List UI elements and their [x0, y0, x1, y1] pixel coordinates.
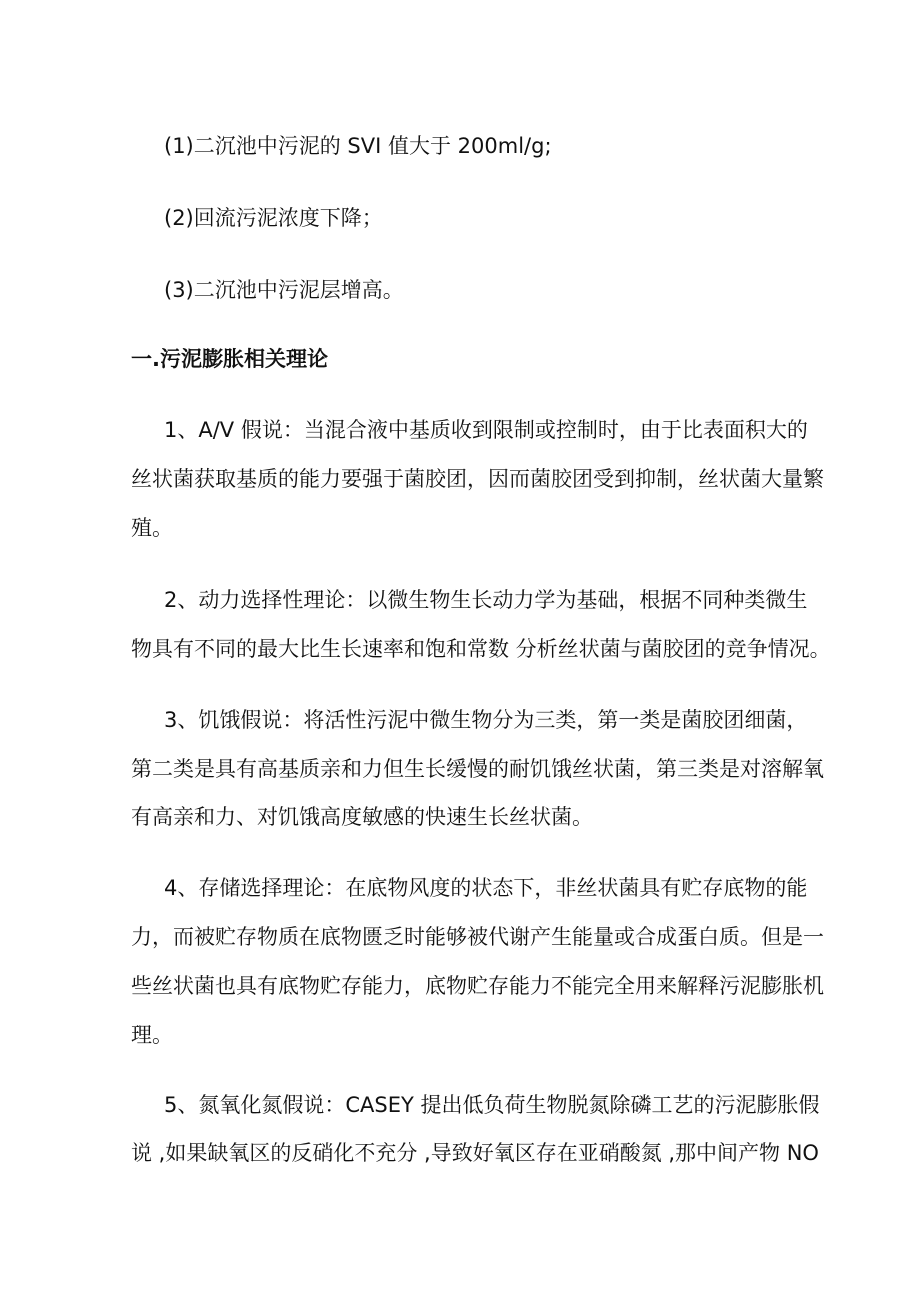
paragraph-line: 力，而被贮存物质在底物匮乏时能够被代谢产生能量或合成蛋白质。但是一	[131, 925, 824, 949]
list-item: (2)回流污泥浓度下降；	[164, 206, 383, 230]
paragraph-line: 4、存储选择理论：在底物风度的状态下，非丝状菌具有贮存底物的能	[164, 876, 808, 900]
paragraph-line: 理。	[131, 1023, 173, 1047]
paragraph-line: 殖。	[131, 516, 173, 540]
paragraph-line: 第二类是具有高基质亲和力但生长缓慢的耐饥饿丝状菌，第三类是对溶解氧	[131, 757, 824, 781]
paragraph-line: 3、饥饿假说：将活性污泥中微生物分为三类，第一类是菌胶团细菌，	[164, 708, 808, 732]
paragraph-line: 1、A/V 假说：当混合液中基质收到限制或控制时，由于比表面积大的	[164, 418, 808, 442]
paragraph-line: 说 ,如果缺氧区的反硝化不充分 ,导致好氧区存在亚硝酸氮 ,那中间产物 NO	[131, 1141, 819, 1165]
paragraph-line: 丝状菌获取基质的能力要强于菌胶团，因而菌胶团受到抑制，丝状菌大量繁	[131, 467, 824, 491]
paragraph-line: 些丝状菌也具有底物贮存能力，底物贮存能力不能完全用来解释污泥膨胀机	[131, 974, 824, 998]
list-item: (3)二沉池中污泥层增高。	[164, 278, 404, 302]
section-heading: 一.污泥膨胀相关理论	[131, 347, 328, 371]
paragraph-line: 2、动力选择性理论：以微生物生长动力学为基础，根据不同种类微生	[164, 588, 808, 612]
list-item: (1)二沉池中污泥的 SVI 值大于 200ml/g;	[164, 134, 552, 158]
paragraph-line: 5、氮氧化氮假说：CASEY 提出低负荷生物脱氮除磷工艺的污泥膨胀假	[164, 1093, 820, 1117]
paragraph-line: 物具有不同的最大比生长速率和饱和常数 分析丝状菌与菌胶团的竞争情况。	[131, 637, 831, 661]
paragraph-line: 有高亲和力、对饥饿高度敏感的快速生长丝状菌。	[131, 805, 593, 829]
